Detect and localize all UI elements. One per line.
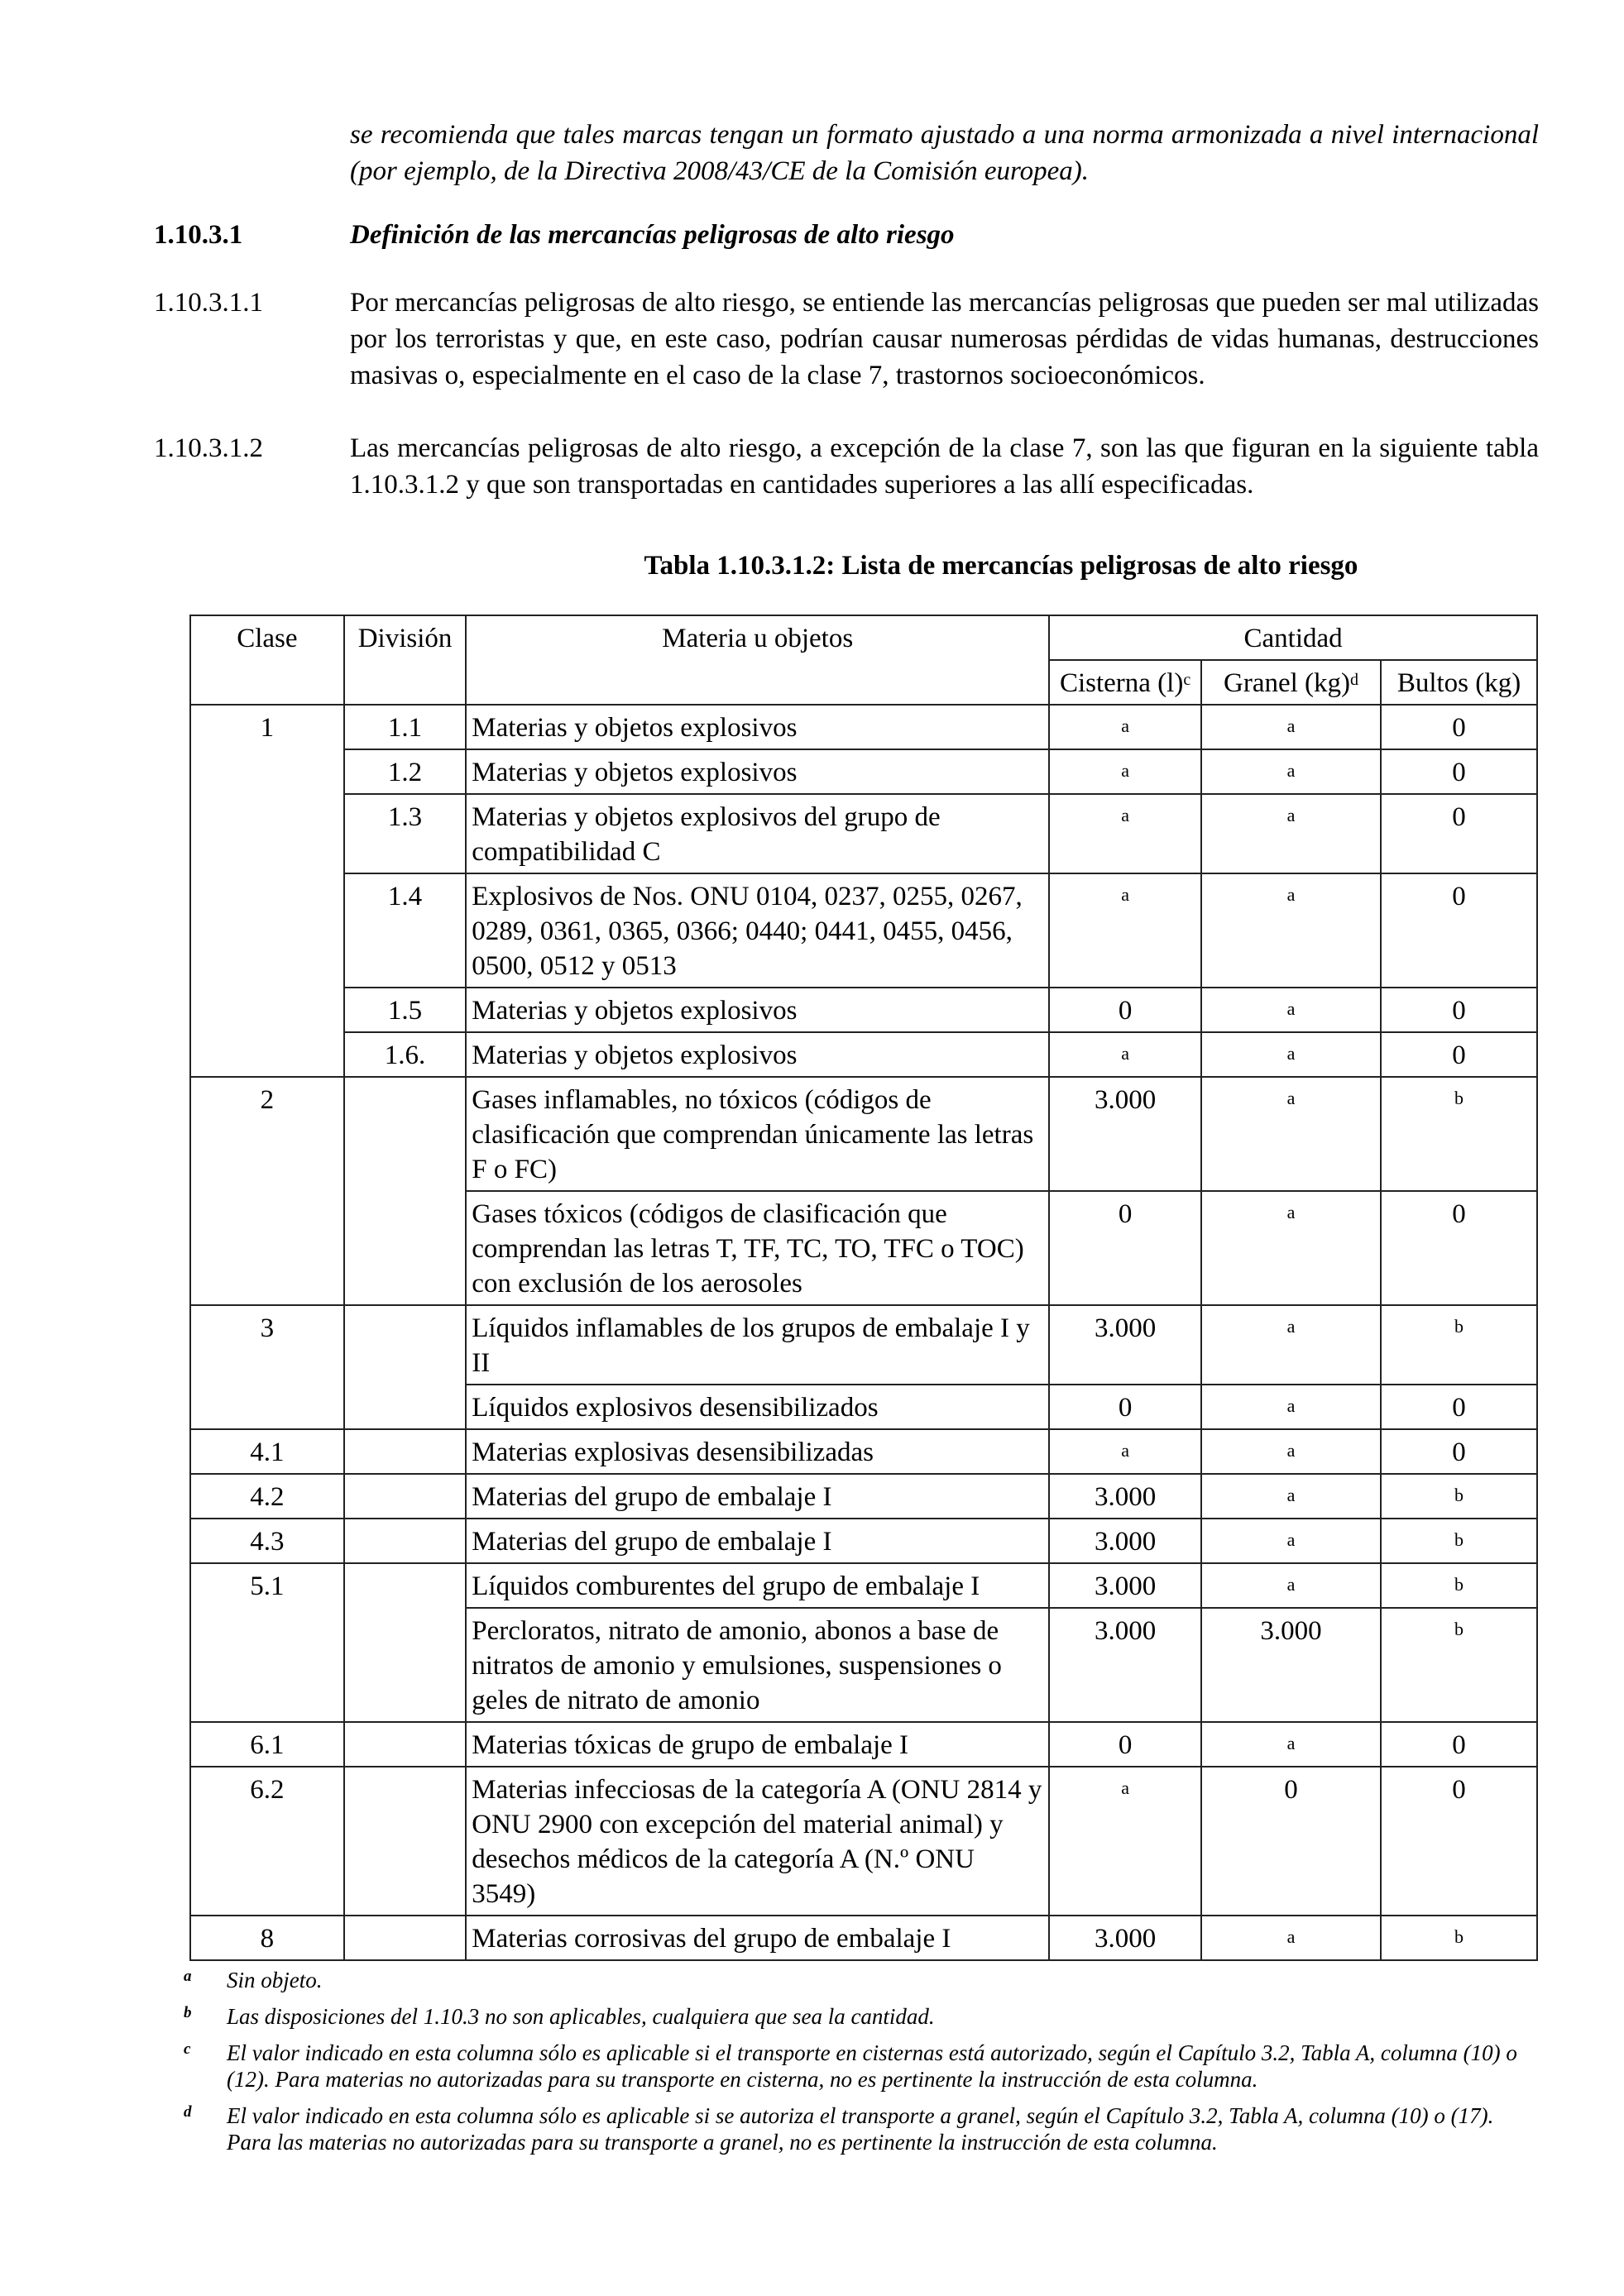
table-row: [190, 705, 1537, 749]
footnote-text: El valor indicado en esta columna sólo es aplicable si se autoriza el transporte a granel, según el Capítulo 3.2, Tabla A, columna (10) o (17). Para las materias no autorizadas para su transporte a granel, no es pertinente la instrucción de esta columna.: [227, 2103, 1494, 2155]
cell-division: 1.4: [344, 873, 466, 988]
cell-bultos: 0: [1381, 794, 1537, 873]
footnote-ref: c: [1183, 671, 1191, 689]
cell-cisterna: a: [1049, 1032, 1201, 1077]
section-number: 1.10.3.1: [154, 220, 243, 250]
cell-bultos: 0: [1381, 749, 1537, 794]
cell-materia: Materias tóxicas de grupo de embalaje I: [466, 1722, 1049, 1767]
cell-division: 1.3: [344, 794, 466, 873]
table-title: Tabla 1.10.3.1.2: Lista de mercancías peligrosas de alto riesgo: [644, 551, 1358, 581]
section-paragraph: [154, 285, 1539, 394]
cell-cisterna: a: [1049, 749, 1201, 794]
cell-materia: Líquidos explosivos desensibilizados: [466, 1385, 1049, 1429]
table-row: [190, 1767, 1537, 1916]
cell-clase: 4.2: [190, 1474, 344, 1519]
cell-materia: Materias y objetos explosivos: [466, 1032, 1049, 1077]
cell-clase: 8: [190, 1916, 344, 1960]
cell-granel: a: [1201, 1305, 1381, 1385]
footnote-mark: c: [184, 2040, 191, 2058]
cell-bultos: 0: [1381, 1722, 1537, 1767]
cell-materia: Líquidos inflamables de los grupos de embalaje I y II: [466, 1305, 1049, 1385]
cell-cisterna: a: [1049, 873, 1201, 988]
footnote-mark: b: [184, 2004, 192, 2021]
cell-division: [344, 1916, 466, 1960]
footnotes: [184, 1967, 1540, 2165]
table-row: [190, 1519, 1537, 1563]
cell-materia: Explosivos de Nos. ONU 0104, 0237, 0255, 0267, 0289, 0361, 0365, 0366; 0440; 0441, 0455, 0456, 0500, 0512 y 0513: [466, 873, 1049, 988]
cell-cisterna: 3.000: [1049, 1608, 1201, 1722]
header-division: División: [344, 615, 466, 705]
cell-clase: 4.3: [190, 1519, 344, 1563]
footnote: [184, 2102, 1540, 2155]
cell-bultos: 0: [1381, 1429, 1537, 1474]
cell-granel: 3.000: [1201, 1608, 1381, 1722]
cell-cisterna: a: [1049, 705, 1201, 749]
cell-granel: 0: [1201, 1767, 1381, 1916]
cell-division: 1.2: [344, 749, 466, 794]
footnote-mark: a: [184, 1968, 192, 1985]
cell-granel: a: [1201, 1722, 1381, 1767]
cell-cisterna: a: [1049, 1767, 1201, 1916]
cell-granel: a: [1201, 794, 1381, 873]
table-row: [190, 1305, 1537, 1385]
cell-granel: a: [1201, 1563, 1381, 1608]
table-row: [190, 794, 1537, 873]
cell-granel: a: [1201, 1385, 1381, 1429]
cell-materia: Materias del grupo de embalaje I: [466, 1519, 1049, 1563]
section-title: Definición de las mercancías peligrosas de alto riesgo: [350, 220, 955, 250]
cell-materia: Gases tóxicos (códigos de clasificación que comprendan las letras T, TF, TC, TO, TFC o TOC) con exclusión de los aerosoles: [466, 1191, 1049, 1305]
section-number: 1.10.3.1.2: [154, 433, 263, 463]
cell-bultos: 0: [1381, 705, 1537, 749]
table-body: [190, 705, 1537, 1960]
footnote-text: Sin objeto.: [227, 1968, 323, 1992]
cell-bultos: b: [1381, 1519, 1537, 1563]
table-row: [190, 1429, 1537, 1474]
cell-division: [344, 1519, 466, 1563]
table-row: [190, 988, 1537, 1032]
cell-granel: a: [1201, 873, 1381, 988]
cell-clase: 6.1: [190, 1722, 344, 1767]
cell-cisterna: a: [1049, 794, 1201, 873]
cell-division: 1.5: [344, 988, 466, 1032]
cell-materia: Materias y objetos explosivos del grupo de compatibilidad C: [466, 794, 1049, 873]
cell-cisterna: 3.000: [1049, 1474, 1201, 1519]
cell-division: [344, 1722, 466, 1767]
cell-bultos: b: [1381, 1563, 1537, 1608]
footnote-text: El valor indicado en esta columna sólo es aplicable si el transporte en cisternas está autorizado, según el Capítulo 3.2, Tabla A, columna (10) o (12). Para materias no autorizadas para su transporte en cisterna, no es pertinente la instrucción de esta columna.: [227, 2040, 1517, 2092]
cell-cisterna: a: [1049, 1429, 1201, 1474]
cell-division: 1.6.: [344, 1032, 466, 1077]
cell-bultos: b: [1381, 1608, 1537, 1722]
cell-bultos: b: [1381, 1474, 1537, 1519]
table-row: [190, 1722, 1537, 1767]
header-cantidad: Cantidad: [1049, 615, 1537, 660]
cell-granel: a: [1201, 1916, 1381, 1960]
cell-clase: 4.1: [190, 1429, 344, 1474]
header-materia: Materia u objetos: [466, 615, 1049, 705]
cell-materia: Percloratos, nitrato de amonio, abonos a base de nitratos de amonio y emulsiones, suspensiones o geles de nitrato de amonio: [466, 1608, 1049, 1722]
cell-cisterna: 3.000: [1049, 1916, 1201, 1960]
cell-clase: 3: [190, 1305, 344, 1429]
cell-bultos: 0: [1381, 1767, 1537, 1916]
cell-clase: 6.2: [190, 1767, 344, 1916]
header-cisterna: Cisterna $(l)^c$: [1049, 660, 1201, 705]
section-paragraph: [154, 430, 1539, 503]
table-row: [190, 749, 1537, 794]
cell-cisterna: 3.000: [1049, 1077, 1201, 1191]
cell-granel: a: [1201, 749, 1381, 794]
cell-materia: Líquidos comburentes del grupo de embalaje I: [466, 1563, 1049, 1608]
table-row: [190, 1916, 1537, 1960]
cell-cisterna: 0: [1049, 1191, 1201, 1305]
cell-granel: a: [1201, 1474, 1381, 1519]
footnote: [184, 2040, 1540, 2093]
table-row: [190, 1563, 1537, 1608]
cell-division: [344, 1429, 466, 1474]
header-granel: Granel (kg)$^d$: [1201, 660, 1381, 705]
cell-cisterna: 0: [1049, 1385, 1201, 1429]
footnote-text: Las disposiciones del 1.10.3 no son aplicables, cualquiera que sea la cantidad.: [227, 2004, 935, 2029]
cell-bultos: 0: [1381, 1191, 1537, 1305]
table-row: [190, 873, 1537, 988]
cell-division: [344, 1305, 466, 1429]
cell-division: 1.1: [344, 705, 466, 749]
section-heading: [154, 217, 1539, 253]
header-clase: Clase: [190, 615, 344, 705]
cell-clase: 1: [190, 705, 344, 1077]
cell-materia: Materias corrosivas del grupo de embalaje I: [466, 1916, 1049, 1960]
cell-materia: Materias infecciosas de la categoría A (ONU 2814 y ONU 2900 con excepción del material animal) y desechos médicos de la categoría A (N.º ONU 3549): [466, 1767, 1049, 1916]
cell-granel: a: [1201, 1032, 1381, 1077]
footnote: [184, 1967, 1540, 1993]
cell-division: [344, 1474, 466, 1519]
table-row: [190, 1077, 1537, 1191]
cell-bultos: 0: [1381, 1385, 1537, 1429]
cell-clase: 2: [190, 1077, 344, 1305]
footnote-ref: d: [1350, 671, 1359, 689]
cell-division: [344, 1767, 466, 1916]
cell-bultos: b: [1381, 1305, 1537, 1385]
footnote-mark: d: [184, 2103, 192, 2121]
cell-granel: a: [1201, 1077, 1381, 1191]
section-number: 1.10.3.1.1: [154, 288, 263, 318]
cell-materia: Materias del grupo de embalaje I: [466, 1474, 1049, 1519]
cell-granel: a: [1201, 1429, 1381, 1474]
cell-cisterna: 3.000: [1049, 1519, 1201, 1563]
cell-granel: a: [1201, 1519, 1381, 1563]
intro-paragraph: se recomienda que tales marcas tengan un formato ajustado a una norma armonizada a nivel internacional (por ejemplo, de la Directiva 2008/43/CE de la Comisión europea).: [350, 120, 1539, 186]
cell-materia: Materias y objetos explosivos: [466, 705, 1049, 749]
header-bultos: Bultos (kg): [1381, 660, 1537, 705]
cell-cisterna: 0: [1049, 988, 1201, 1032]
cell-bultos: 0: [1381, 1032, 1537, 1077]
cell-materia: Materias explosivas desensibilizadas: [466, 1429, 1049, 1474]
cell-granel: a: [1201, 1191, 1381, 1305]
cell-materia: Materias y objetos explosivos: [466, 988, 1049, 1032]
high-risk-goods-table: [189, 615, 1538, 1961]
section-text: Las mercancías peligrosas de alto riesgo, a excepción de la clase 7, son las que figuran en la siguiente tabla 1.10.3.1.2 y que son transportadas en cantidades superiores a las allí especificadas.: [350, 433, 1539, 500]
cell-bultos: b: [1381, 1077, 1537, 1191]
cell-bultos: 0: [1381, 988, 1537, 1032]
cell-clase: 5.1: [190, 1563, 344, 1722]
cell-bultos: 0: [1381, 873, 1537, 988]
cell-cisterna: 0: [1049, 1722, 1201, 1767]
table-row: [190, 1032, 1537, 1077]
cell-cisterna: 3.000: [1049, 1305, 1201, 1385]
table-row: [190, 1474, 1537, 1519]
cell-bultos: b: [1381, 1916, 1537, 1960]
cell-division: [344, 1563, 466, 1722]
footnote: [184, 2003, 1540, 2030]
section-text: Por mercancías peligrosas de alto riesgo, se entiende las mercancías peligrosas que pueden ser mal utilizadas por los terroristas y que, en este caso, podrían causar numerosas pérdidas de vidas humanas, destrucciones masivas o, especialmente en el caso de la clase 7, trastornos socioeconómicos.: [350, 288, 1539, 390]
cell-division: [344, 1077, 466, 1305]
cell-granel: a: [1201, 988, 1381, 1032]
cell-materia: Materias y objetos explosivos: [466, 749, 1049, 794]
cell-materia: Gases inflamables, no tóxicos (códigos de clasificación que comprendan únicamente las letras F o FC): [466, 1077, 1049, 1191]
cell-cisterna: 3.000: [1049, 1563, 1201, 1608]
cell-granel: a: [1201, 705, 1381, 749]
